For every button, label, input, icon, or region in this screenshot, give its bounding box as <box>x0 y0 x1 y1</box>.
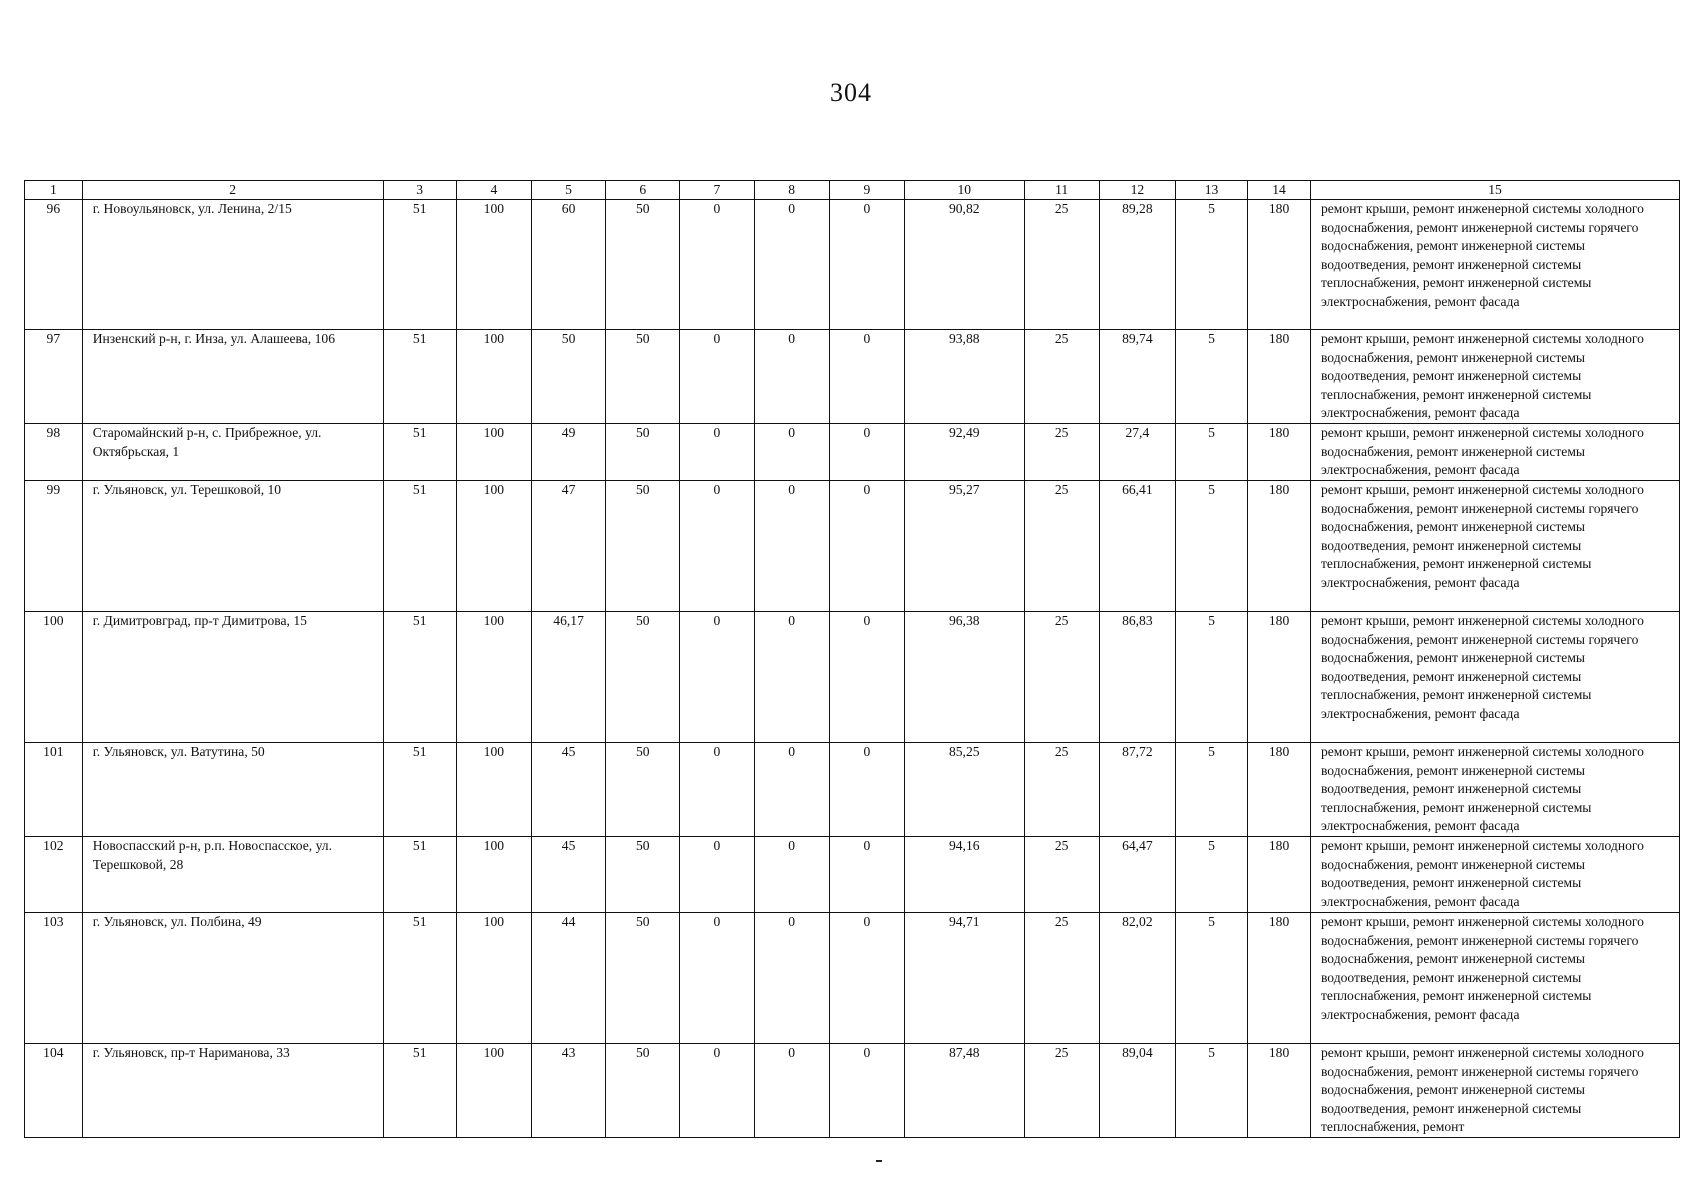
address-cell: г. Ульяновск, ул. Полбина, 49 <box>82 913 383 1044</box>
works-description-cell: ремонт крыши, ремонт инженерной системы холодного водоснабжения, ремонт инженерной системы водоотведения, ремонт инженерной системы теплоснабжения, ремонт инженерной системы электроснабжения, ремонт фасада <box>1310 330 1679 424</box>
table-cell: 87,48 <box>904 1044 1024 1138</box>
table-cell: 25 <box>1024 837 1099 913</box>
table-cell: 0 <box>829 743 904 837</box>
works-description-cell: ремонт крыши, ремонт инженерной системы холодного водоснабжения, ремонт инженерной системы горячего водоснабжения, ремонт инженерной системы водоотведения, ремонт инженерной системы теплоснабжения, ремонт инженерной системы электроснабжения, ремонт фасада <box>1310 612 1679 743</box>
table-row <box>25 330 1680 424</box>
table-cell: 89,28 <box>1099 200 1175 330</box>
table-cell: 44 <box>531 913 605 1044</box>
table-cell: 50 <box>606 481 680 612</box>
table-cell: 5 <box>1175 1044 1247 1138</box>
table-cell: 0 <box>754 481 829 612</box>
table-cell: 89,74 <box>1099 330 1175 424</box>
table-cell: 100 <box>456 330 531 424</box>
row-number-cell: 99 <box>25 481 83 612</box>
table-cell: 0 <box>680 1044 754 1138</box>
table-cell: 51 <box>383 837 456 913</box>
table-cell: 0 <box>680 743 754 837</box>
table-cell: 51 <box>383 612 456 743</box>
table-cell: 100 <box>456 612 531 743</box>
table-cell: 50 <box>606 837 680 913</box>
table-row <box>25 837 1680 913</box>
table-cell: 45 <box>531 743 605 837</box>
table-cell: 89,04 <box>1099 1044 1175 1138</box>
works-description-cell: ремонт крыши, ремонт инженерной системы холодного водоснабжения, ремонт инженерной системы водоотведения, ремонт инженерной системы теплоснабжения, ремонт инженерной системы электроснабжения, ремонт фасада <box>1310 743 1679 837</box>
table-cell: 94,71 <box>904 913 1024 1044</box>
row-number-cell: 101 <box>25 743 83 837</box>
works-description-cell: ремонт крыши, ремонт инженерной системы холодного водоснабжения, ремонт инженерной системы водоотведения, ремонт инженерной системы электроснабжения, ремонт фасада <box>1310 837 1679 913</box>
table-cell: 51 <box>383 1044 456 1138</box>
table-cell: 100 <box>456 1044 531 1138</box>
table-cell: 0 <box>680 330 754 424</box>
table-row <box>25 200 1680 330</box>
table-cell: 85,25 <box>904 743 1024 837</box>
column-header: 2 <box>82 181 383 200</box>
table-cell: 51 <box>383 913 456 1044</box>
table-cell: 0 <box>680 913 754 1044</box>
row-number-cell: 103 <box>25 913 83 1044</box>
row-number-cell: 102 <box>25 837 83 913</box>
table-cell: 51 <box>383 424 456 481</box>
table-cell: 180 <box>1248 330 1311 424</box>
table-cell: 66,41 <box>1099 481 1175 612</box>
table-cell: 45 <box>531 837 605 913</box>
table-cell: 50 <box>606 743 680 837</box>
table-cell: 50 <box>606 913 680 1044</box>
table-cell: 0 <box>829 837 904 913</box>
column-header: 9 <box>829 181 904 200</box>
table-cell: 25 <box>1024 612 1099 743</box>
table-cell: 100 <box>456 913 531 1044</box>
table-cell: 0 <box>754 1044 829 1138</box>
table-cell: 64,47 <box>1099 837 1175 913</box>
table-cell: 0 <box>829 612 904 743</box>
table-row <box>25 481 1680 612</box>
table-cell: 87,72 <box>1099 743 1175 837</box>
table-cell: 46,17 <box>531 612 605 743</box>
table-cell: 25 <box>1024 913 1099 1044</box>
table-cell: 0 <box>829 481 904 612</box>
address-cell: г. Ульяновск, ул. Терешковой, 10 <box>82 481 383 612</box>
header-row <box>25 181 1680 200</box>
table-cell: 180 <box>1248 913 1311 1044</box>
table-cell: 5 <box>1175 200 1247 330</box>
table-cell: 0 <box>829 1044 904 1138</box>
works-table <box>24 180 1680 1138</box>
table-cell: 25 <box>1024 200 1099 330</box>
table-cell: 92,49 <box>904 424 1024 481</box>
table-cell: 5 <box>1175 612 1247 743</box>
table-cell: 5 <box>1175 424 1247 481</box>
column-header: 3 <box>383 181 456 200</box>
table-cell: 51 <box>383 200 456 330</box>
works-description-cell: ремонт крыши, ремонт инженерной системы холодного водоснабжения, ремонт инженерной системы электроснабжения, ремонт фасада <box>1310 424 1679 481</box>
table-cell: 86,83 <box>1099 612 1175 743</box>
table-cell: 100 <box>456 837 531 913</box>
table-cell: 100 <box>456 200 531 330</box>
table-cell: 0 <box>754 612 829 743</box>
column-header: 14 <box>1248 181 1311 200</box>
table-cell: 96,38 <box>904 612 1024 743</box>
table-cell: 25 <box>1024 481 1099 612</box>
table-cell: 5 <box>1175 330 1247 424</box>
works-description-cell: ремонт крыши, ремонт инженерной системы холодного водоснабжения, ремонт инженерной системы горячего водоснабжения, ремонт инженерной системы водоотведения, ремонт инженерной системы теплоснабжения, ремонт инженерной системы электроснабжения, ремонт фасада <box>1310 200 1679 330</box>
table-cell: 0 <box>754 913 829 1044</box>
table-cell: 49 <box>531 424 605 481</box>
column-header: 5 <box>531 181 605 200</box>
table-cell: 90,82 <box>904 200 1024 330</box>
table-cell: 50 <box>606 330 680 424</box>
column-header: 11 <box>1024 181 1099 200</box>
works-description-cell: ремонт крыши, ремонт инженерной системы холодного водоснабжения, ремонт инженерной системы горячего водоснабжения, ремонт инженерной системы водоотведения, ремонт инженерной системы теплоснабжения, ремонт инженерной системы электроснабжения, ремонт фасада <box>1310 481 1679 612</box>
column-header: 15 <box>1310 181 1679 200</box>
column-header: 10 <box>904 181 1024 200</box>
table-cell: 180 <box>1248 743 1311 837</box>
table-cell: 47 <box>531 481 605 612</box>
table-cell: 180 <box>1248 424 1311 481</box>
works-description-cell: ремонт крыши, ремонт инженерной системы холодного водоснабжения, ремонт инженерной системы горячего водоснабжения, ремонт инженерной системы водоотведения, ремонт инженерной системы теплоснабжения, ремонт инженерной системы электроснабжения, ремонт фасада <box>1310 913 1679 1044</box>
table-cell: 100 <box>456 743 531 837</box>
table-cell: 0 <box>829 913 904 1044</box>
table-cell: 25 <box>1024 1044 1099 1138</box>
table-cell: 0 <box>754 330 829 424</box>
table-cell: 0 <box>754 200 829 330</box>
table-row <box>25 424 1680 481</box>
table-cell: 180 <box>1248 1044 1311 1138</box>
table-cell: 100 <box>456 481 531 612</box>
address-cell: г. Димитровград, пр-т Димитрова, 15 <box>82 612 383 743</box>
table-cell: 0 <box>754 837 829 913</box>
table-row <box>25 1044 1680 1138</box>
table-cell: 51 <box>383 743 456 837</box>
table-cell: 27,4 <box>1099 424 1175 481</box>
table-cell: 5 <box>1175 913 1247 1044</box>
table-cell: 93,88 <box>904 330 1024 424</box>
table-cell: 51 <box>383 481 456 612</box>
table-cell: 50 <box>606 1044 680 1138</box>
column-header: 13 <box>1175 181 1247 200</box>
table-cell: 50 <box>606 424 680 481</box>
table-cell: 0 <box>829 330 904 424</box>
table-cell: 60 <box>531 200 605 330</box>
table-cell: 100 <box>456 424 531 481</box>
column-header: 7 <box>680 181 754 200</box>
table-cell: 0 <box>829 424 904 481</box>
column-header: 1 <box>25 181 83 200</box>
table-row <box>25 612 1680 743</box>
table-cell: 180 <box>1248 481 1311 612</box>
table-cell: 95,27 <box>904 481 1024 612</box>
row-number-cell: 104 <box>25 1044 83 1138</box>
address-cell: Новоспасский р-н, р.п. Новоспасское, ул. Терешковой, 28 <box>82 837 383 913</box>
page-number: 304 <box>830 78 872 107</box>
table-cell: 82,02 <box>1099 913 1175 1044</box>
row-number-cell: 100 <box>25 612 83 743</box>
table-row <box>25 743 1680 837</box>
address-cell: г. Новоульяновск, ул. Ленина, 2/15 <box>82 200 383 330</box>
column-header: 12 <box>1099 181 1175 200</box>
table-cell: 43 <box>531 1044 605 1138</box>
table-cell: 25 <box>1024 330 1099 424</box>
table-cell: 5 <box>1175 837 1247 913</box>
address-cell: г. Ульяновск, пр-т Нариманова, 33 <box>82 1044 383 1138</box>
table-cell: 180 <box>1248 837 1311 913</box>
table-cell: 25 <box>1024 743 1099 837</box>
table-cell: 50 <box>606 612 680 743</box>
table-cell: 25 <box>1024 424 1099 481</box>
table-cell: 0 <box>680 612 754 743</box>
scan-mark <box>876 1160 882 1162</box>
table-cell: 180 <box>1248 612 1311 743</box>
address-cell: Старомайнский р-н, с. Прибрежное, ул. Октябрьская, 1 <box>82 424 383 481</box>
table-cell: 0 <box>680 837 754 913</box>
table-cell: 5 <box>1175 481 1247 612</box>
table-cell: 0 <box>680 481 754 612</box>
column-header: 8 <box>754 181 829 200</box>
table-cell: 5 <box>1175 743 1247 837</box>
table-cell: 0 <box>829 200 904 330</box>
column-header: 6 <box>606 181 680 200</box>
table-cell: 0 <box>680 424 754 481</box>
table-row <box>25 913 1680 1044</box>
table-cell: 94,16 <box>904 837 1024 913</box>
table-cell: 51 <box>383 330 456 424</box>
table-cell: 180 <box>1248 200 1311 330</box>
table-cell: 0 <box>680 200 754 330</box>
row-number-cell: 98 <box>25 424 83 481</box>
table-body <box>25 200 1680 1138</box>
address-cell: Инзенский р-н, г. Инза, ул. Алашеева, 106 <box>82 330 383 424</box>
address-cell: г. Ульяновск, ул. Ватутина, 50 <box>82 743 383 837</box>
table-cell: 50 <box>606 200 680 330</box>
table-cell: 0 <box>754 743 829 837</box>
works-description-cell: ремонт крыши, ремонт инженерной системы холодного водоснабжения, ремонт инженерной системы горячего водоснабжения, ремонт инженерной системы водоотведения, ремонт инженерной системы теплоснабжения, ремонт <box>1310 1044 1679 1138</box>
table-cell: 50 <box>531 330 605 424</box>
column-header: 4 <box>456 181 531 200</box>
table-header <box>25 181 1680 200</box>
table-cell: 0 <box>754 424 829 481</box>
row-number-cell: 97 <box>25 330 83 424</box>
row-number-cell: 96 <box>25 200 83 330</box>
